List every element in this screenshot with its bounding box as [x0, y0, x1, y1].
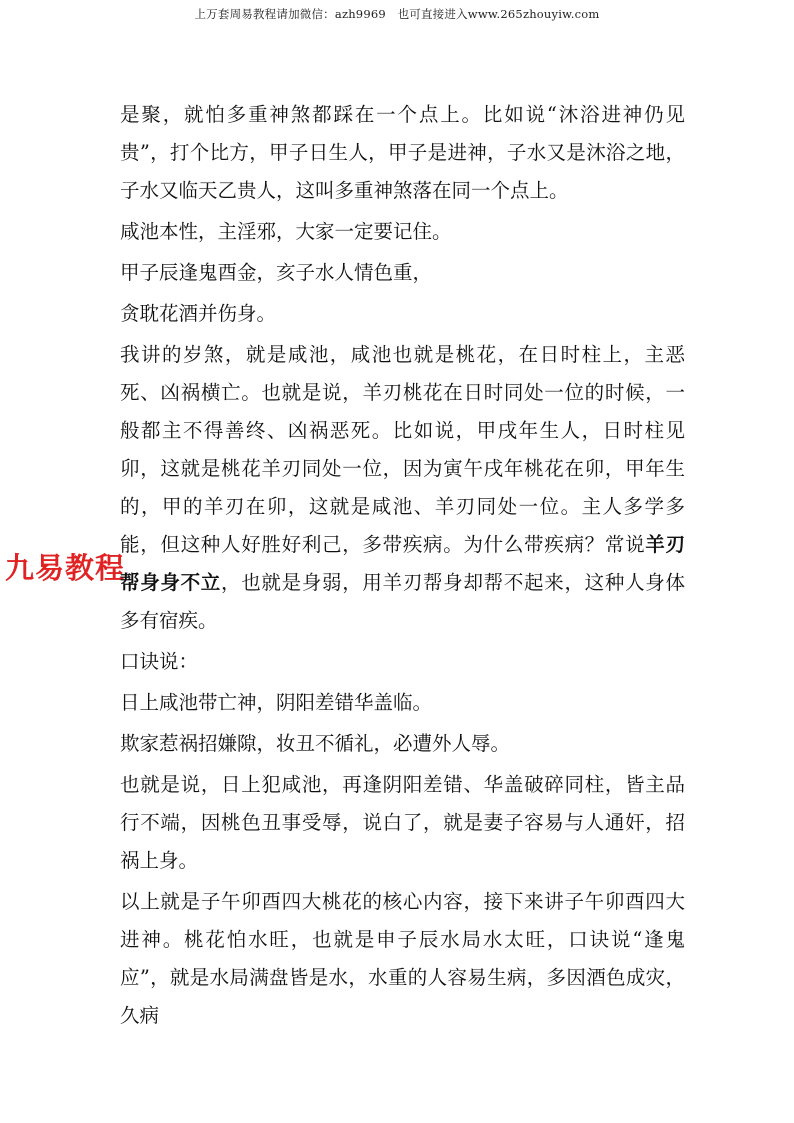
bold-phrase: 羊刃帮身身不立 — [120, 533, 685, 594]
paragraph-3: 甲子辰逢鬼酉金，亥子水人情色重， — [120, 261, 433, 284]
paragraph-5-text: 我讲的岁煞，就是咸池，咸池也就是桃花，在日时柱上，主恶死、凶祸横亡。也就是说，羊刃桃花在日时同处一位的时候，一般都主不得善终、凶祸恶死。比如说，甲戌年生人，日时柱见卯，这就是桃花羊刃同处一位，因为寅午戌年桃花在卯，甲年生的，甲的羊刃在卯，这就是咸池、羊刃同处一位。主人多学多能，但这种人好胜好利己，多带疾病。为什么带疾病？常说 — [120, 343, 685, 556]
paragraph-5-tail: ，也就是身弱，用羊刃帮身却帮不起来，这种人身体多有宿疾。 — [120, 571, 685, 632]
paragraph-7: 日上咸池带亡神，阴阳差错华盖临。 — [120, 691, 433, 714]
paragraph-8: 欺家惹祸招嫌隙，妆丑不循礼，必遭外人辱。 — [120, 732, 511, 755]
watermark-logo: 九易教程 — [5, 551, 126, 585]
document-body — [120, 96, 685, 1038]
paragraph-2: 咸池本性，主淫邪，大家一定要记住。 — [120, 220, 452, 243]
paragraph-4: 贪耽花酒并伤身。 — [120, 302, 277, 325]
paragraph-10: 以上就是子午卯酉四大桃花的核心内容，接下来讲子午卯酉四大进神。桃花怕水旺，也就是申子辰水局水太旺，口诀说“逢鬼应”，就是水局满盘皆是水，水重的人容易生病，多因酒色成灾，久病 — [120, 890, 685, 1027]
paragraph-9: 也就是说，日上犯咸池，再逢阴阳差错、华盖破碎同柱，皆主品行不端，因桃色丑事受辱，说白了，就是妻子容易与人通奸，招祸上身。 — [120, 773, 685, 872]
paragraph-6: 口诀说： — [120, 650, 199, 673]
paragraph-5 — [120, 336, 685, 640]
page-header: 上万套周易教程请加微信：azh9969 也可直接进入www.265zhouyiw.com — [194, 7, 600, 21]
paragraph-1: 是聚，就怕多重神煞都踩在一个点上。比如说“沐浴进神仍见贵”，打个比方，甲子日生人，甲子是进神，子水又是沐浴之地，子水又临天乙贵人，这叫多重神煞落在同一个点上。 — [120, 103, 685, 202]
